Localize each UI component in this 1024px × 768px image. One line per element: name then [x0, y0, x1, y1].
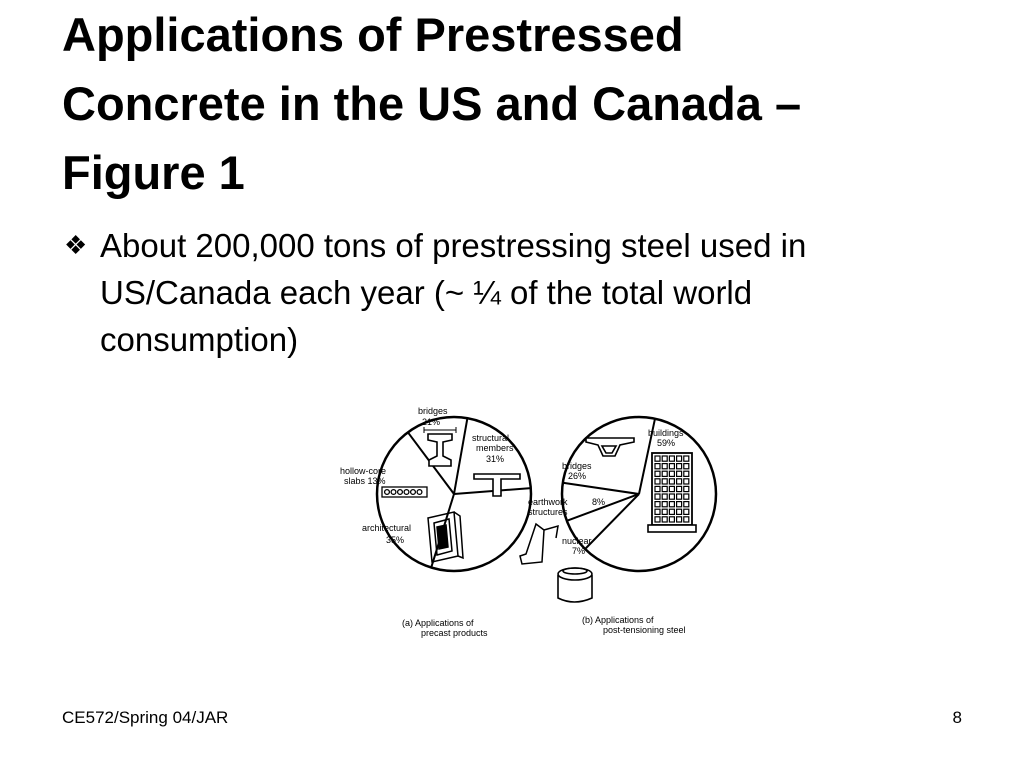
architectural-panel-icon [428, 512, 463, 562]
bullet-text [100, 222, 980, 363]
pie-a-value-architectural: 35% [386, 535, 405, 545]
title-line: Figure 1 [62, 146, 245, 199]
pie-b-label-nuclear: nuclear [562, 536, 592, 546]
pie-chart-figure [330, 398, 725, 648]
pie-a-caption-line1: (a) Applications of [402, 618, 474, 628]
pie-a-label-hollow-core-line2: slabs 13% [344, 476, 386, 486]
pie-a-label-bridges: bridges [418, 406, 448, 416]
pie-b-caption-line2: post-tensioning steel [603, 625, 686, 635]
bullet-line: consumption) [100, 321, 299, 358]
retaining-wall-icon [520, 524, 558, 564]
box-girder-icon [586, 438, 634, 456]
pie-a-label-structural-line1: structural [472, 433, 510, 443]
i-girder-icon [424, 427, 456, 466]
pie-charts-svg [330, 398, 725, 648]
pie-b-label-earthwork-line1: earthwork [528, 497, 568, 507]
title-line: Applications of Prestressed [62, 8, 684, 61]
title-line: Concrete in the US and Canada – [62, 77, 802, 130]
pie-b-value-earthwork: 8% [592, 497, 606, 507]
footer-course-label: CE572/Spring 04/JAR [62, 708, 229, 727]
footer-page-number: 8 [952, 708, 962, 727]
bullet-line: About 200,000 tons of prestressing steel used in [100, 227, 807, 264]
pie-b-value-bridges: 26% [568, 471, 587, 481]
slide-title [62, 0, 1002, 207]
pie-a-value-structural: 31% [486, 454, 505, 464]
pie-b-caption-line1: (b) Applications of [582, 615, 654, 625]
diamond-bullet-icon: ❖ [64, 230, 88, 260]
pie-b-label-buildings: buildings [648, 428, 684, 438]
pie-b-value-nuclear: 7% [572, 546, 586, 556]
hollow-core-slab-icon [382, 487, 427, 497]
bullet-line: US/Canada each year (~ ¼ of the total world [100, 274, 753, 311]
pie-a-label-architectural: architectural [362, 523, 412, 533]
pie-b-slice-divider-4 [563, 483, 639, 494]
pie-a-label-structural-line2: members [476, 443, 514, 453]
pie-b-label-bridges: bridges [562, 461, 592, 471]
pie-a-caption-line2: precast products [421, 628, 488, 638]
pie-a-label-hollow-core-line1: hollow-core [340, 466, 387, 476]
building-icon [648, 453, 696, 532]
nuclear-containment-icon [558, 568, 592, 602]
pie-chart-b [520, 417, 716, 635]
pie-chart-a [340, 406, 531, 638]
pie-b-label-earthwork-line2: structures [528, 507, 568, 517]
pie-b-value-buildings: 59% [657, 438, 676, 448]
pie-a-value-bridges: 21% [422, 417, 441, 427]
